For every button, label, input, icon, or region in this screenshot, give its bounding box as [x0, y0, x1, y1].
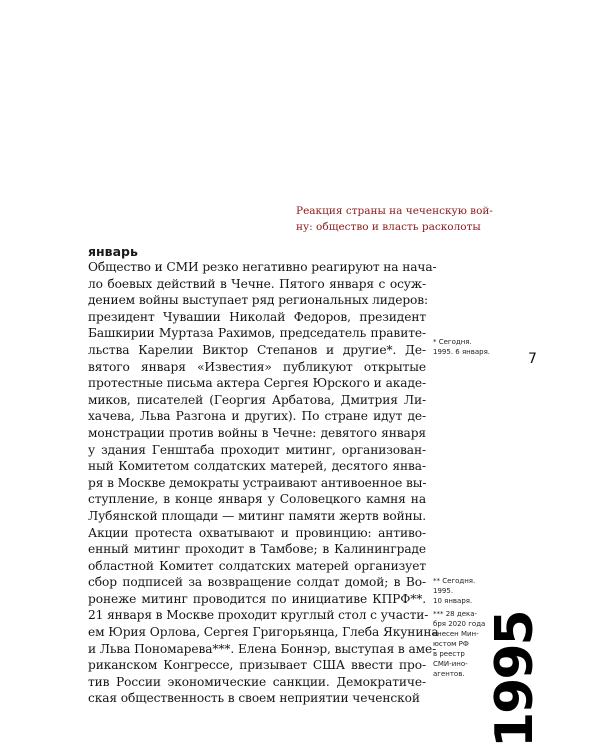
body-line: ря в Москве демократы устраивают антивоенное вы-	[88, 475, 427, 490]
body-line: и Льва Пономарева***. Елена Боннэр, выступая в аме-	[88, 641, 437, 656]
body-line: протестные письма актера Сергея Юрского и акаде-	[88, 376, 426, 391]
body-line: монстрации против войны в Чечне: девятого января	[88, 425, 426, 440]
footnote-line: в реестр	[433, 650, 465, 658]
footnote-2	[433, 576, 495, 606]
footnote-line: юстом РФ	[433, 640, 469, 648]
footnote-1	[433, 337, 495, 357]
body-line: 21 января в Москве проходит круглый стол с участи-	[88, 608, 429, 623]
body-text	[88, 259, 439, 707]
body-line: ем Юрия Орлова, Сергея Григорьянца, Глеба Якунина	[88, 625, 439, 640]
body-line: енный митинг проходит в Тамбове; в Калининграде	[88, 542, 426, 557]
year-marker: 1995	[485, 611, 545, 748]
section-heading-line-2: ну: общество и власть расколоты	[296, 221, 481, 233]
body-line: риканском Конгрессе, призывает США ввести про-	[88, 658, 426, 673]
footnote-line: бря 2020 года	[433, 620, 486, 628]
page-number: 7	[528, 351, 537, 367]
body-line: ступление, в конце января у Соловецкого камня на	[88, 492, 426, 507]
body-line: у здания Генштаба проходит митинг, организован-	[88, 442, 426, 457]
body-line: ный Комитетом солдатских матерей, десятого янва-	[88, 459, 426, 474]
month-label: январь	[88, 244, 138, 259]
body-line: льства Карелии Виктор Степанов и другие*. Де-	[88, 342, 426, 357]
body-line: Общество и СМИ резко негативно реагируют на нача-	[88, 260, 437, 274]
body-line: ронеже митинг проводится по инициативе КПРФ**.	[88, 591, 426, 606]
footnote-line: *** 28 дека-	[433, 610, 478, 618]
body-line: дением войны выступает ряд региональных лидеров:	[88, 293, 429, 308]
footnote-line: 1995. 6 января.	[433, 348, 491, 356]
body-line: ская общественность в своем неприятии чеченской	[88, 691, 420, 706]
footnote-line: * Сегодня.	[433, 338, 472, 346]
body-line: ло боевых действий в Чечне. Пятого января с осуж-	[88, 276, 426, 291]
body-line: миков, писателей (Георгия Арбатова, Дмитрия Ли-	[88, 392, 426, 407]
body-line: Лубянской площади — митинг памяти жертв войны.	[88, 508, 426, 523]
footnote-line: 1995.	[433, 587, 454, 595]
body-line: областной Комитет солдатских матерей организует	[88, 558, 426, 573]
footnote-line: СМИ-ино-	[433, 660, 468, 668]
section-heading-line-1: Реакция страны на чеченскую вой-	[296, 205, 493, 217]
body-line: вятого января «Известия» публикуют открытые	[88, 359, 426, 374]
body-line: Башкирии Муртаза Рахимов, председатель правите-	[88, 326, 426, 341]
footnote-line: ** Сегодня.	[433, 577, 476, 585]
body-line: тив России экономические санкции. Демократиче-	[88, 674, 426, 689]
section-heading	[296, 203, 493, 235]
body-line: президент Чувашии Николай Федоров, президент	[88, 309, 426, 324]
footnote-line: агентов.	[433, 670, 465, 678]
body-line: хачева, Льва Разгона и других). По стране идут де-	[88, 409, 426, 424]
body-line: Акции протеста охватывают и провинцию: антиво-	[88, 525, 426, 540]
footnote-line: внесен Мин-	[433, 630, 479, 638]
footnote-line: 10 января.	[433, 597, 473, 605]
body-line: сбор подписей за возвращение солдат домой; в Во-	[88, 575, 426, 590]
